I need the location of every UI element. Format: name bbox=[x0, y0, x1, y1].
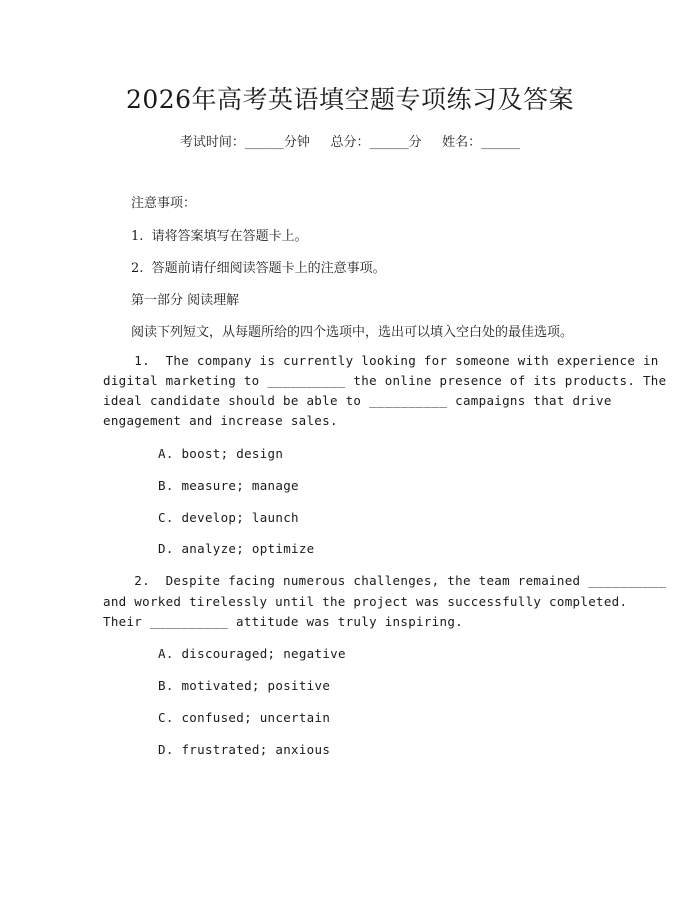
question-1-option-a: A. boost; design bbox=[158, 446, 284, 461]
question-2-option-b: B. motivated; positive bbox=[158, 678, 331, 693]
question-2-line: 2. Despite facing numerous challenges, the team remained __________ bbox=[103, 573, 667, 588]
question-2-line: Their __________ attitude was truly inspiring. bbox=[103, 614, 463, 629]
question-2-option-a: A. discouraged; negative bbox=[158, 646, 346, 661]
question-1-line: digital marketing to __________ the online presence of its products. The bbox=[103, 373, 667, 388]
question-1-option-c: C. develop; launch bbox=[158, 510, 299, 525]
exam-info-line: 考试时间：______分钟 总分：______分 姓名：______ bbox=[179, 135, 521, 150]
question-1-line: 1. The company is currently looking for someone with experience in bbox=[103, 353, 659, 368]
question-2-option-d: D. frustrated; anxious bbox=[158, 742, 331, 757]
notice-heading: 注意事项： bbox=[131, 196, 197, 211]
question-1-line: ideal candidate should be able to __________ campaigns that drive bbox=[103, 393, 612, 408]
notice-item: 1. 请将答案填写在答题卡上。 bbox=[131, 229, 308, 244]
section-title: 第一部分 阅读理解 bbox=[131, 293, 240, 308]
question-1-option-d: D. analyze; optimize bbox=[158, 541, 315, 556]
notice-item: 2. 答题前请仔细阅读答题卡上的注意事项。 bbox=[131, 261, 386, 276]
section-instruction: 阅读下列短文，从每题所给的四个选项中，选出可以填入空白处的最佳选项。 bbox=[131, 325, 574, 340]
question-2-option-c: C. confused; uncertain bbox=[158, 710, 331, 725]
question-1-line: engagement and increase sales. bbox=[103, 413, 338, 428]
question-2-line: and worked tirelessly until the project was successfully completed. bbox=[103, 594, 628, 609]
question-1-option-b: B. measure; manage bbox=[158, 478, 299, 493]
document-title: 2026年高考英语填空题专项练习及答案 bbox=[125, 85, 575, 114]
